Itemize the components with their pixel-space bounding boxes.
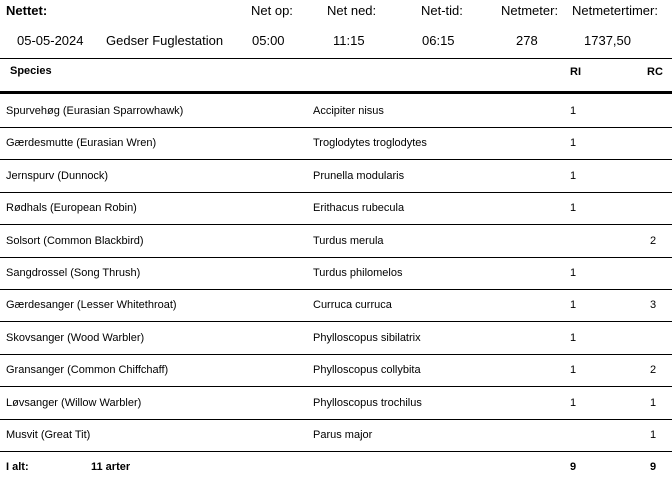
net-ned-value: 11:15 — [333, 33, 365, 48]
net-tid-label: Net-tid: — [421, 3, 463, 18]
rc-value: 2 — [650, 234, 657, 247]
rc-value: 2 — [650, 364, 657, 377]
species-name: Sangdrossel (Song Thrush) — [6, 267, 141, 279]
ri-column-header: RI — [570, 66, 581, 78]
total-ri: 9 — [570, 461, 577, 473]
latin-name: Phylloscopus trochilus — [313, 396, 422, 409]
net-tid-value: 06:15 — [422, 33, 455, 48]
table-row — [0, 193, 672, 225]
latin-name: Troglodytes troglodytes — [313, 137, 427, 150]
latin-name: Phylloscopus collybita — [313, 364, 421, 377]
table-row — [0, 226, 672, 258]
species-name: Løvsanger (Willow Warbler) — [6, 396, 142, 409]
row-divider — [0, 451, 672, 452]
latin-name: Turdus merula — [313, 234, 384, 247]
station-value: Gedser Fuglestation — [106, 33, 224, 48]
ri-value: 1 — [570, 137, 577, 150]
net-op-label: Net op: — [251, 3, 293, 18]
table-row — [0, 420, 672, 452]
ri-value: 1 — [570, 299, 577, 312]
species-column-header: Species — [10, 65, 52, 77]
table-header-divider — [0, 91, 672, 94]
ri-value: 1 — [570, 331, 577, 344]
table-row — [0, 388, 672, 420]
latin-name: Prunella modularis — [313, 169, 405, 182]
species-name: Jernspurv (Dunnock) — [6, 169, 109, 182]
rc-column-header: RC — [647, 66, 663, 78]
species-name: Rødhals (European Robin) — [6, 202, 137, 215]
ri-value: 1 — [570, 105, 577, 117]
ri-value: 1 — [570, 202, 577, 215]
date-value: 05-05-2024 — [17, 33, 84, 48]
species-name: Gærdesanger (Lesser Whitethroat) — [6, 299, 177, 312]
total-species-count: 11 arter — [91, 461, 131, 473]
netmetertimer-label: Netmetertimer: — [572, 3, 658, 18]
ri-value: 1 — [570, 364, 577, 377]
netmeter-value: 278 — [516, 33, 538, 48]
species-name: Skovsanger (Wood Warbler) — [6, 331, 145, 344]
species-name: Musvit (Great Tit) — [6, 429, 91, 441]
netmetertimer-value: 1737,50 — [584, 33, 631, 48]
table-row — [0, 290, 672, 322]
rc-value: 3 — [650, 299, 657, 312]
net-ned-label: Net ned: — [327, 3, 377, 18]
species-name: Gærdesmutte (Eurasian Wren) — [6, 137, 157, 150]
netmeter-label: Netmeter: — [501, 3, 559, 18]
species-name: Solsort (Common Blackbird) — [6, 234, 144, 247]
ri-value: 1 — [570, 267, 577, 279]
latin-name: Accipiter nisus — [313, 105, 384, 117]
table-row — [0, 96, 672, 128]
table-row — [0, 258, 672, 290]
ri-value: 1 — [570, 169, 577, 182]
nettet-label: Nettet: — [6, 3, 48, 18]
rc-value: 1 — [650, 396, 657, 409]
header-divider — [0, 58, 672, 59]
table-row — [0, 323, 672, 355]
table-row — [0, 161, 672, 193]
table-row — [0, 128, 672, 160]
ri-value: 1 — [570, 396, 577, 409]
species-name: Spurvehøg (Eurasian Sparrowhawk) — [6, 105, 184, 117]
table-row — [0, 355, 672, 387]
latin-name: Turdus philomelos — [313, 267, 403, 279]
net-op-value: 05:00 — [252, 33, 285, 48]
total-rc: 9 — [650, 461, 657, 473]
rc-value: 1 — [650, 429, 657, 441]
latin-name: Phylloscopus sibilatrix — [313, 331, 421, 344]
latin-name: Erithacus rubecula — [313, 202, 405, 215]
latin-name: Curruca curruca — [313, 299, 392, 312]
latin-name: Parus major — [313, 429, 373, 441]
total-label: I alt: — [6, 461, 29, 473]
species-name: Gransanger (Common Chiffchaff) — [6, 364, 169, 377]
